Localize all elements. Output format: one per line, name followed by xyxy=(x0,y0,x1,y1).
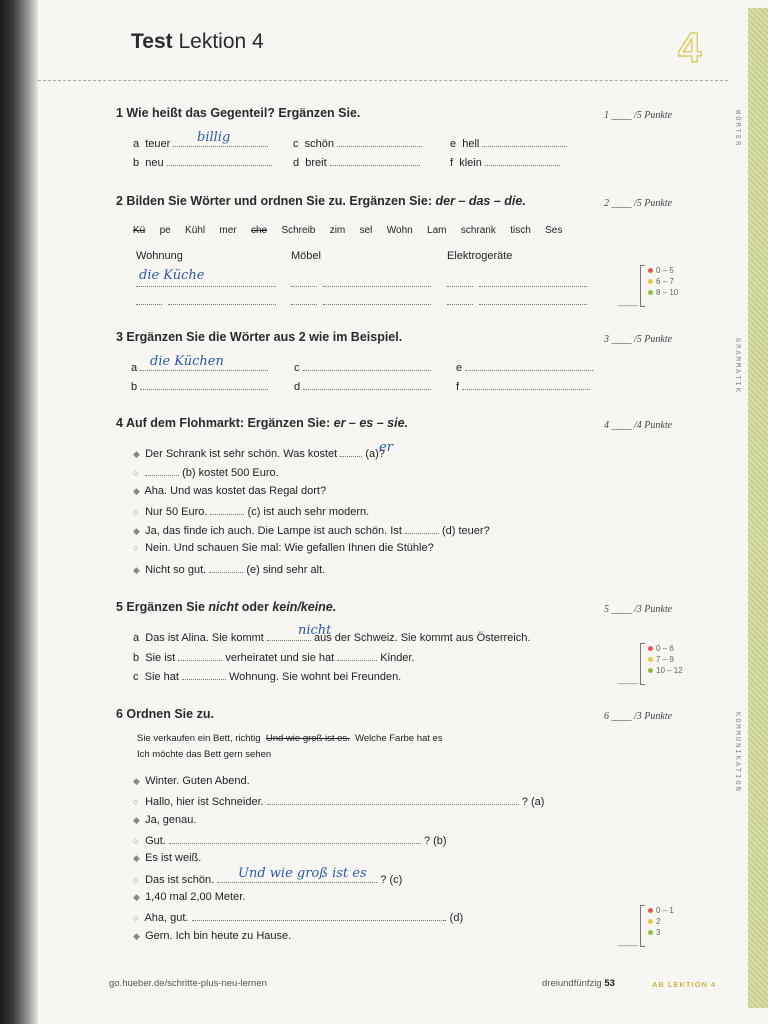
article-blank[interactable] xyxy=(447,294,473,305)
column-header-elektro: Elektrogeräte xyxy=(447,250,513,262)
score-scale-2: 0 – 6 7 – 9 10 – 12 xyxy=(648,643,683,676)
s3-item-e: e xyxy=(456,360,593,374)
syllable: mer xyxy=(219,225,237,236)
s2-row-1 xyxy=(136,276,276,290)
side-label-words: WÖRTER xyxy=(734,110,742,148)
footer-url[interactable]: go.hueber.de/schritte-plus-neu-lernen xyxy=(109,978,267,989)
article-blank[interactable] xyxy=(291,276,317,287)
s3-blank-d[interactable] xyxy=(303,379,431,390)
side-label-communication: KOMMUNIKATION xyxy=(734,712,742,793)
section-5-title: 5 Ergänzen Sie nicht oder kein/keine. xyxy=(116,600,337,614)
s3-item-b: b xyxy=(131,379,268,393)
s5-blank-b1[interactable] xyxy=(178,650,222,661)
dialog-line: ◆ Es ist weiß. xyxy=(133,852,202,864)
score-scale-3: 0 – 1 2 3 xyxy=(648,905,674,938)
s3-example-answer: die Küchen xyxy=(150,354,224,369)
s3-item-d: d xyxy=(294,379,431,393)
column-header-moebel: Möbel xyxy=(291,250,321,262)
s2-row-1-moebel xyxy=(291,276,431,290)
section-2-title: 2 Bilden Sie Wörter und ordnen Sie zu. Ergänzen Sie: der – das – die. xyxy=(116,194,526,208)
s1-blank-f[interactable] xyxy=(485,155,560,166)
section-5-points: 5 ____ /3 Punkte xyxy=(604,604,673,615)
s2-row-2-elektro xyxy=(447,294,587,308)
dialog-line: ○ (b) kostet 500 Euro. xyxy=(133,467,279,479)
book-spine xyxy=(0,0,38,1024)
syllable: che xyxy=(250,225,268,236)
syllable: sel xyxy=(359,225,373,236)
word-blank[interactable] xyxy=(168,294,276,305)
syllable: Ses xyxy=(545,225,563,236)
dialog-line: ◆ Gern. Ich bin heute zu Hause. xyxy=(133,930,292,942)
side-label-grammar: GRAMMATIK xyxy=(734,338,742,394)
section-3-title: 3 Ergänzen Sie die Wörter aus 2 wie im Beispiel. xyxy=(116,330,403,344)
dialog-line: ○ Aha, gut. . (d) xyxy=(133,912,464,924)
s5-line-c: c Sie hat Wohnung. Sie wohnt bei Freunden. xyxy=(133,671,402,683)
word-blank[interactable] xyxy=(323,276,431,287)
s5-blank-c[interactable] xyxy=(182,669,226,680)
article-blank[interactable] xyxy=(291,294,317,305)
syllable: pe xyxy=(159,225,171,236)
section-6-points: 6 ____ /3 Punkte xyxy=(604,711,673,722)
score-bracket xyxy=(640,905,645,947)
word-box-line-2: Ich möchte das Bett gern sehen xyxy=(137,749,272,760)
syllable: tisch xyxy=(510,225,531,236)
dialog-line: ○ Gut. ? (b) xyxy=(133,835,447,847)
s1-item-e: e hell xyxy=(450,136,567,150)
column-header-wohnung: Wohnung xyxy=(136,250,183,262)
s2-row-2-moebel xyxy=(291,294,431,308)
dialog-line: ◆ Ja, genau. xyxy=(133,814,197,826)
footer-lesson-tag: AB LEKTION 4 xyxy=(652,980,717,989)
score-total-blank-3[interactable]: ____ xyxy=(618,936,639,946)
side-color-strip xyxy=(748,8,768,1008)
section-4-title: 4 Auf dem Flohmarkt: Ergänzen Sie: er – es – sie. xyxy=(116,416,409,430)
s4-answer-a: er xyxy=(379,440,393,455)
s1-answer-a: billig xyxy=(197,130,231,145)
s1-blank-d[interactable] xyxy=(330,155,420,166)
s4-blank-c[interactable] xyxy=(210,504,244,515)
word-box-line-1: Sie verkaufen ein Bett, richtig Und wie groß ist es. Welche Farbe hat es xyxy=(137,733,443,744)
section-1-title: 1 Wie heißt das Gegenteil? Ergänzen Sie. xyxy=(116,106,361,120)
s3-item-c: c xyxy=(294,360,431,374)
s4-blank-b[interactable] xyxy=(145,465,179,476)
syllable: Schreib xyxy=(281,225,316,236)
s1-item-f: f klein xyxy=(450,155,560,169)
syllable: Kühl xyxy=(185,225,206,236)
s3-blank-b[interactable] xyxy=(140,379,268,390)
dialog-line: ◆ Aha. Und was kostet das Regal dort? xyxy=(133,485,327,497)
word-blank[interactable] xyxy=(479,294,587,305)
s1-blank-b[interactable] xyxy=(167,155,272,166)
s1-item-d: d breit xyxy=(293,155,420,169)
s6-blank-a[interactable] xyxy=(267,794,519,805)
word-blank[interactable] xyxy=(323,294,431,305)
s3-blank-e[interactable] xyxy=(465,360,593,371)
dialog-line: ◆ Winter. Guten Abend. xyxy=(133,775,250,787)
s4-blank-d[interactable] xyxy=(405,523,439,534)
dialog-line: ◆ 1,40 mal 2,00 Meter. xyxy=(133,891,246,903)
s6-blank-d[interactable] xyxy=(192,910,444,921)
header-divider xyxy=(38,80,728,81)
section-2-points: 2 ____ /5 Punkte xyxy=(604,198,673,209)
s5-line-b: b Sie ist verheiratet und sie hat Kinder. xyxy=(133,652,415,664)
score-total-blank-2[interactable]: ____ xyxy=(618,674,639,684)
score-bracket xyxy=(640,265,645,307)
s5-blank-b2[interactable] xyxy=(337,650,377,661)
score-total-blank-1[interactable]: ____ xyxy=(618,296,639,306)
s1-blank-c[interactable] xyxy=(337,136,422,147)
chapter-number: 4 xyxy=(678,24,702,71)
s6-answer-c: Und wie groß ist es xyxy=(238,866,367,881)
page-title: Test Lektion 4 xyxy=(131,30,264,53)
s1-blank-e[interactable] xyxy=(482,136,567,147)
syllable-row xyxy=(133,225,562,236)
s1-item-a: a teuer xyxy=(133,136,268,150)
dialog-line: ○ Nein. Und schauen Sie mal: Wie gefallen Ihnen die Stühle? xyxy=(133,542,434,554)
article-blank[interactable] xyxy=(447,276,473,287)
s1-item-b: b neu xyxy=(133,155,272,169)
s3-item-a: a xyxy=(131,360,268,374)
dialog-line: ◆ Ja, das finde ich auch. Die Lampe ist auch schön. Ist (d) teuer? xyxy=(133,525,490,537)
s1-item-c: c schön xyxy=(293,136,422,150)
s3-blank-c[interactable] xyxy=(303,360,431,371)
footer-page: dreiundfünfzig 53 xyxy=(542,978,615,989)
article-blank[interactable] xyxy=(136,294,162,305)
s4-blank-e[interactable] xyxy=(209,562,243,573)
s2-example-answer: die Küche xyxy=(139,268,205,283)
syllable: schrank xyxy=(460,225,496,236)
syllable: Kü xyxy=(133,225,146,236)
s5-answer-a: nicht xyxy=(298,623,332,638)
s3-blank-f[interactable] xyxy=(462,379,590,390)
word-blank[interactable] xyxy=(479,276,587,287)
syllable: zim xyxy=(329,225,346,236)
s2-row-2 xyxy=(136,294,276,308)
score-bracket xyxy=(640,643,645,685)
section-1-points: 1 ____ /5 Punkte xyxy=(604,110,673,121)
s2-row-1-elektro xyxy=(447,276,587,290)
dialog-line: ○ Hallo, hier ist Schneider. ? (a) xyxy=(133,796,545,808)
dialog-line: ◆ Der Schrank ist sehr schön. Was kostet (a)? xyxy=(133,448,385,460)
dialog-line: ◆ Nicht so gut. (e) sind sehr alt. xyxy=(133,564,326,576)
syllable: Lam xyxy=(427,225,447,236)
syllable: Wohn xyxy=(386,225,413,236)
dialog-line: ○ Das ist schön. ? (c) xyxy=(133,874,403,886)
score-scale-1: 0 – 5 6 – 7 8 – 10 xyxy=(648,265,678,298)
s5-line-a: a Das ist Alina. Sie kommt aus der Schweiz. Sie kommt aus Österreich. xyxy=(133,632,531,644)
section-3-points: 3 ____ /5 Punkte xyxy=(604,334,673,345)
section-4-points: 4 ____ /4 Punkte xyxy=(604,420,673,431)
s6-blank-b[interactable] xyxy=(169,833,421,844)
s3-item-f: f xyxy=(456,379,590,393)
dialog-line: ○ Nur 50 Euro. (c) ist auch sehr modern. xyxy=(133,506,370,518)
section-6-title: 6 Ordnen Sie zu. xyxy=(116,707,214,721)
